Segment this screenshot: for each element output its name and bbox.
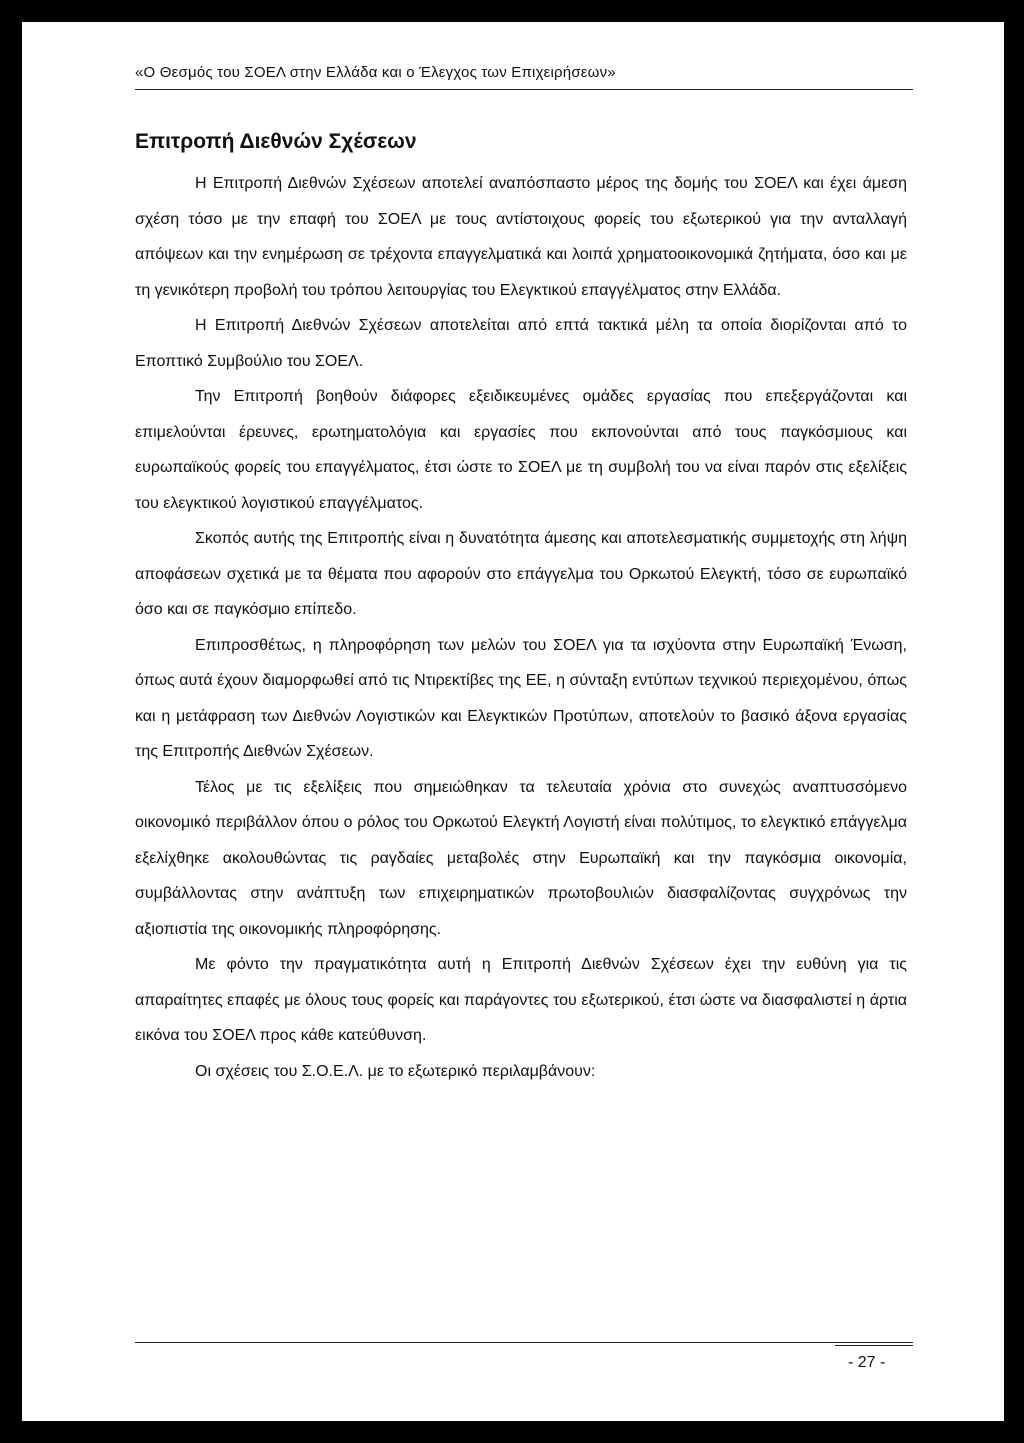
footer-rule-short — [835, 1345, 913, 1346]
paragraph: Με φόντο την πραγματικότητα αυτή η Επιτροπή Διεθνών Σχέσεων έχει την ευθύνη για τις απαραίτητες επαφές με όλους τους φορείς και παράγοντες του εξωτερικού, έτσι ώστε να διασφαλιστεί η άρτια εικόνα του ΣΟΕΛ προς κάθε κατεύθυνση. — [135, 956, 907, 1044]
paragraph: Σκοπός αυτής της Επιτροπής είναι η δυνατότητα άμεσης και αποτελεσματικής συμμετοχής στη λήψη αποφάσεων σχετικά με τα θέματα που αφορούν στο επάγγελμα του Ορκωτού Ελεγκτή, τόσο σε ευρωπαϊκό όσο και σε παγκόσμιο επίπεδο. — [135, 530, 907, 618]
document-page — [22, 22, 1004, 1421]
running-header: «Ο Θεσμός του ΣΟΕΛ στην Ελλάδα και ο Έλεγχος των Επιχειρήσεων» — [135, 64, 616, 81]
paragraph: Την Επιτροπή βοηθούν διάφορες εξειδικευμένες ομάδες εργασίας που επεξεργάζονται και επιμελούνται έρευνες, ερωτηματολόγια και εργασίες που εκπονούνται από τους παγκόσμιους και ευρωπαϊκούς φορείς του επαγγέλματος, έτσι ώστε το ΣΟΕΛ με τη συμβολή του να είναι παρόν στις εξελίξεις του ελεγκτικού λογιστικού επαγγέλματος. — [135, 388, 907, 512]
paragraph: Επιπροσθέτως, η πληροφόρηση των μελών του ΣΟΕΛ για τα ισχύοντα στην Ευρωπαϊκή Ένωση, όπως αυτά έχουν διαμορφωθεί από τις Ντιρεκτίβες της ΕΕ, η σύνταξη εντύπων τεχνικού περιεχομένου, όπως και η μετάφραση των Διεθνών Λογιστικών και Ελεγκτικών Προτύπων, αποτελούν το βασικό άξονα εργασίας της Επιτροπής Διεθνών Σχέσεων. — [135, 636, 907, 760]
section-title: Επιτροπή Διεθνών Σχέσεων — [135, 130, 417, 153]
footer-rule — [135, 1342, 913, 1343]
list-intro-paragraph: Οι σχέσεις του Σ.Ο.Ε.Λ. με το εξωτερικό περιλαμβάνουν: — [195, 1062, 596, 1080]
header-rule — [135, 89, 913, 90]
paragraph: Τέλος με τις εξελίξεις που σημειώθηκαν τα τελευταία χρόνια στο συνεχώς αναπτυσσόμενο οικονομικό περιβάλλον όπου ο ρόλος του Ορκωτού Ελεγκτή Λογιστή είναι πολύτιμος, το ελεγκτικό επάγγελμα εξελίχθηκε ακολουθώντας τις ραγδαίες μεταβολές στην Ευρωπαϊκή και την παγκόσμια οικονομία, συμβάλλοντας στην ανάπτυξη των επιχειρηματικών πρωτοβουλιών διασφαλίζοντας συγχρόνως την αξιοπιστία της οικονομικής πληροφόρησης. — [135, 778, 907, 938]
paragraph: Η Επιτροπή Διεθνών Σχέσεων αποτελείται από επτά τακτικά μέλη τα οποία διορίζονται από το Εποπτικό Συμβούλιο του ΣΟΕΛ. — [135, 317, 907, 370]
body-text — [135, 166, 907, 1089]
page-number: - 27 - — [848, 1354, 886, 1371]
paragraph: Η Επιτροπή Διεθνών Σχέσεων αποτελεί αναπόσπαστο μέρος της δομής του ΣΟΕΛ και έχει άμεση σχέση τόσο με την επαφή του ΣΟΕΛ με τους αντίστοιχους φορείς του εξωτερικού για την ανταλλαγή απόψεων και την ενημέρωση σε τρέχοντα επαγγελματικά και λοιπά χρηματοοικονομικά ζητήματα, όσο και με τη γενικότερη προβολή του τρόπου λειτουργίας του Ελεγκτικού επαγγέλματος στην Ελλάδα. — [135, 175, 907, 299]
